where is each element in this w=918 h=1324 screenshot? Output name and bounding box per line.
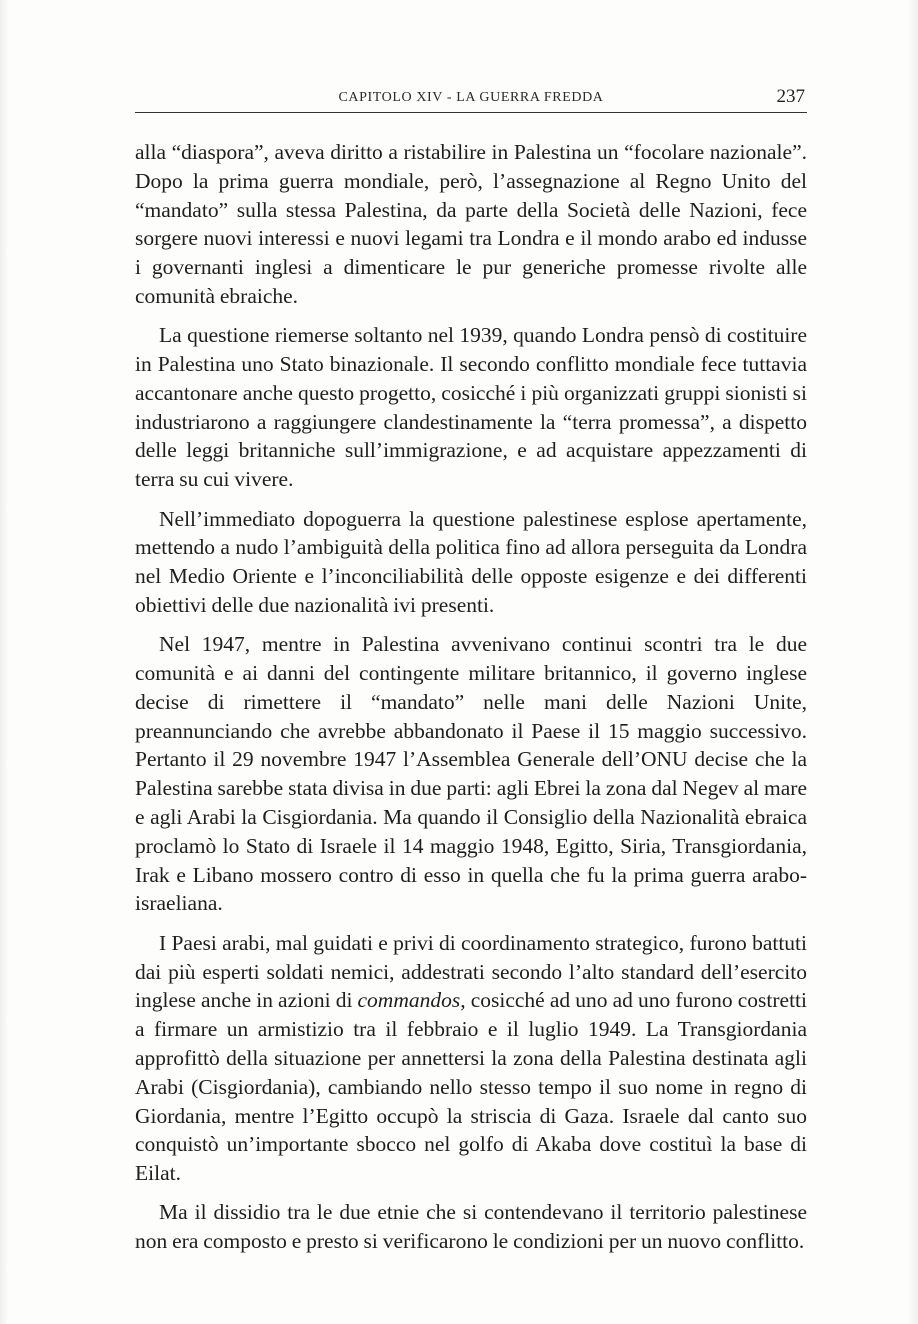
paragraph-3: Nell’immediato dopoguerra la questione palestinese esplose apertamente, mettendo a nudo l’ambiguità della politica fino ad allora perseguita da Londra nel Medio Oriente e l’inconciliabilità delle opposte esigenze e dei differenti obiettivi delle due nazionalità ivi presenti. bbox=[135, 506, 807, 617]
body-text bbox=[135, 138, 807, 1256]
page-right-edge-shadow bbox=[906, 0, 918, 1324]
paragraph-4: Nel 1947, mentre in Palestina avvenivano continui scontri tra le due comunità e ai danni del contingente militare britannico, il governo inglese decise di rimettere il “mandato” nelle mani delle Nazioni Unite, preannunciando che avrebbe abbandonato il Paese il 15 maggio successivo. Pertanto il 29 novembre 1947 l’Assemblea Generale dell’ONU decise che la Palestina sarebbe stata divisa in due parti: agli Ebrei la zona dal Negev al mare e agli Arabi la Cisgiordania. Ma quando il Consiglio della Nazionalità ebraica proclamò lo Stato di Israele il 14 maggio 1948, Egitto, Siria, Transgiordania, Irak e Libano mossero contro di esso in quella che fu la prima guerra arabo-israeliana. bbox=[135, 632, 807, 916]
running-head: CAPITOLO XIV - LA GUERRA FREDDA bbox=[338, 90, 604, 105]
paragraph-5: I Paesi arabi, mal guidati e privi di coordinamento strategico, furono battuti dai più esperti soldati nemici, addestrati secondo l’alto standard dell’esercito inglese anche in azioni di commandos, cosicché ad uno ad uno furono costretti a firmare un armistizio tra il febbraio e il luglio 1949. La Transgiordania approfittò della situazione per annettersi la zona della Palestina destinata agli Arabi (Cisgiordania), cambiando nello stesso tempo il suo nome in regno di Giordania, mentre l’Egitto occupò la striscia di Gaza. Israele dal canto suo conquistò un’importante sbocco nel golfo di Akaba dove costituì la base di Eilat. bbox=[135, 930, 807, 1186]
page-left-edge-shadow bbox=[0, 0, 8, 1324]
page-header bbox=[135, 86, 807, 113]
italic-term: commandos bbox=[357, 988, 461, 1013]
page-number: 237 bbox=[776, 86, 805, 107]
paragraph-6: Ma il dissidio tra le due etnie che si contendevano il territorio palestinese non era composto e presto si verificarono le condizioni per un nuovo conflitto. bbox=[135, 1200, 807, 1254]
paragraph-2: La questione riemerse soltanto nel 1939, quando Londra pensò di costituire in Palestina uno Stato binazionale. Il secondo conflitto mondiale fece tuttavia accantonare anche questo progetto, cosicché i più organizzati gruppi sionisti si industriarono a raggiungere clandestinamente la “terra promessa”, a dispetto delle leggi britanniche sull’immigrazione, e ad acquistare appezzamenti di terra su cui vivere. bbox=[135, 323, 807, 492]
paragraph-1: alla “diaspora”, aveva diritto a ristabilire in Palestina un “focolare nazionale”. Dopo la prima guerra mondiale, però, l’assegnazione al Regno Unito del “mandato” sulla stessa Palestina, da parte della Società delle Nazioni, fece sorgere nuovi interessi e nuovi legami tra Londra e il mondo arabo ed indusse i governanti inglesi a dimenticare le pur generiche promesse rivolte alle comunità ebraiche. bbox=[135, 140, 807, 308]
